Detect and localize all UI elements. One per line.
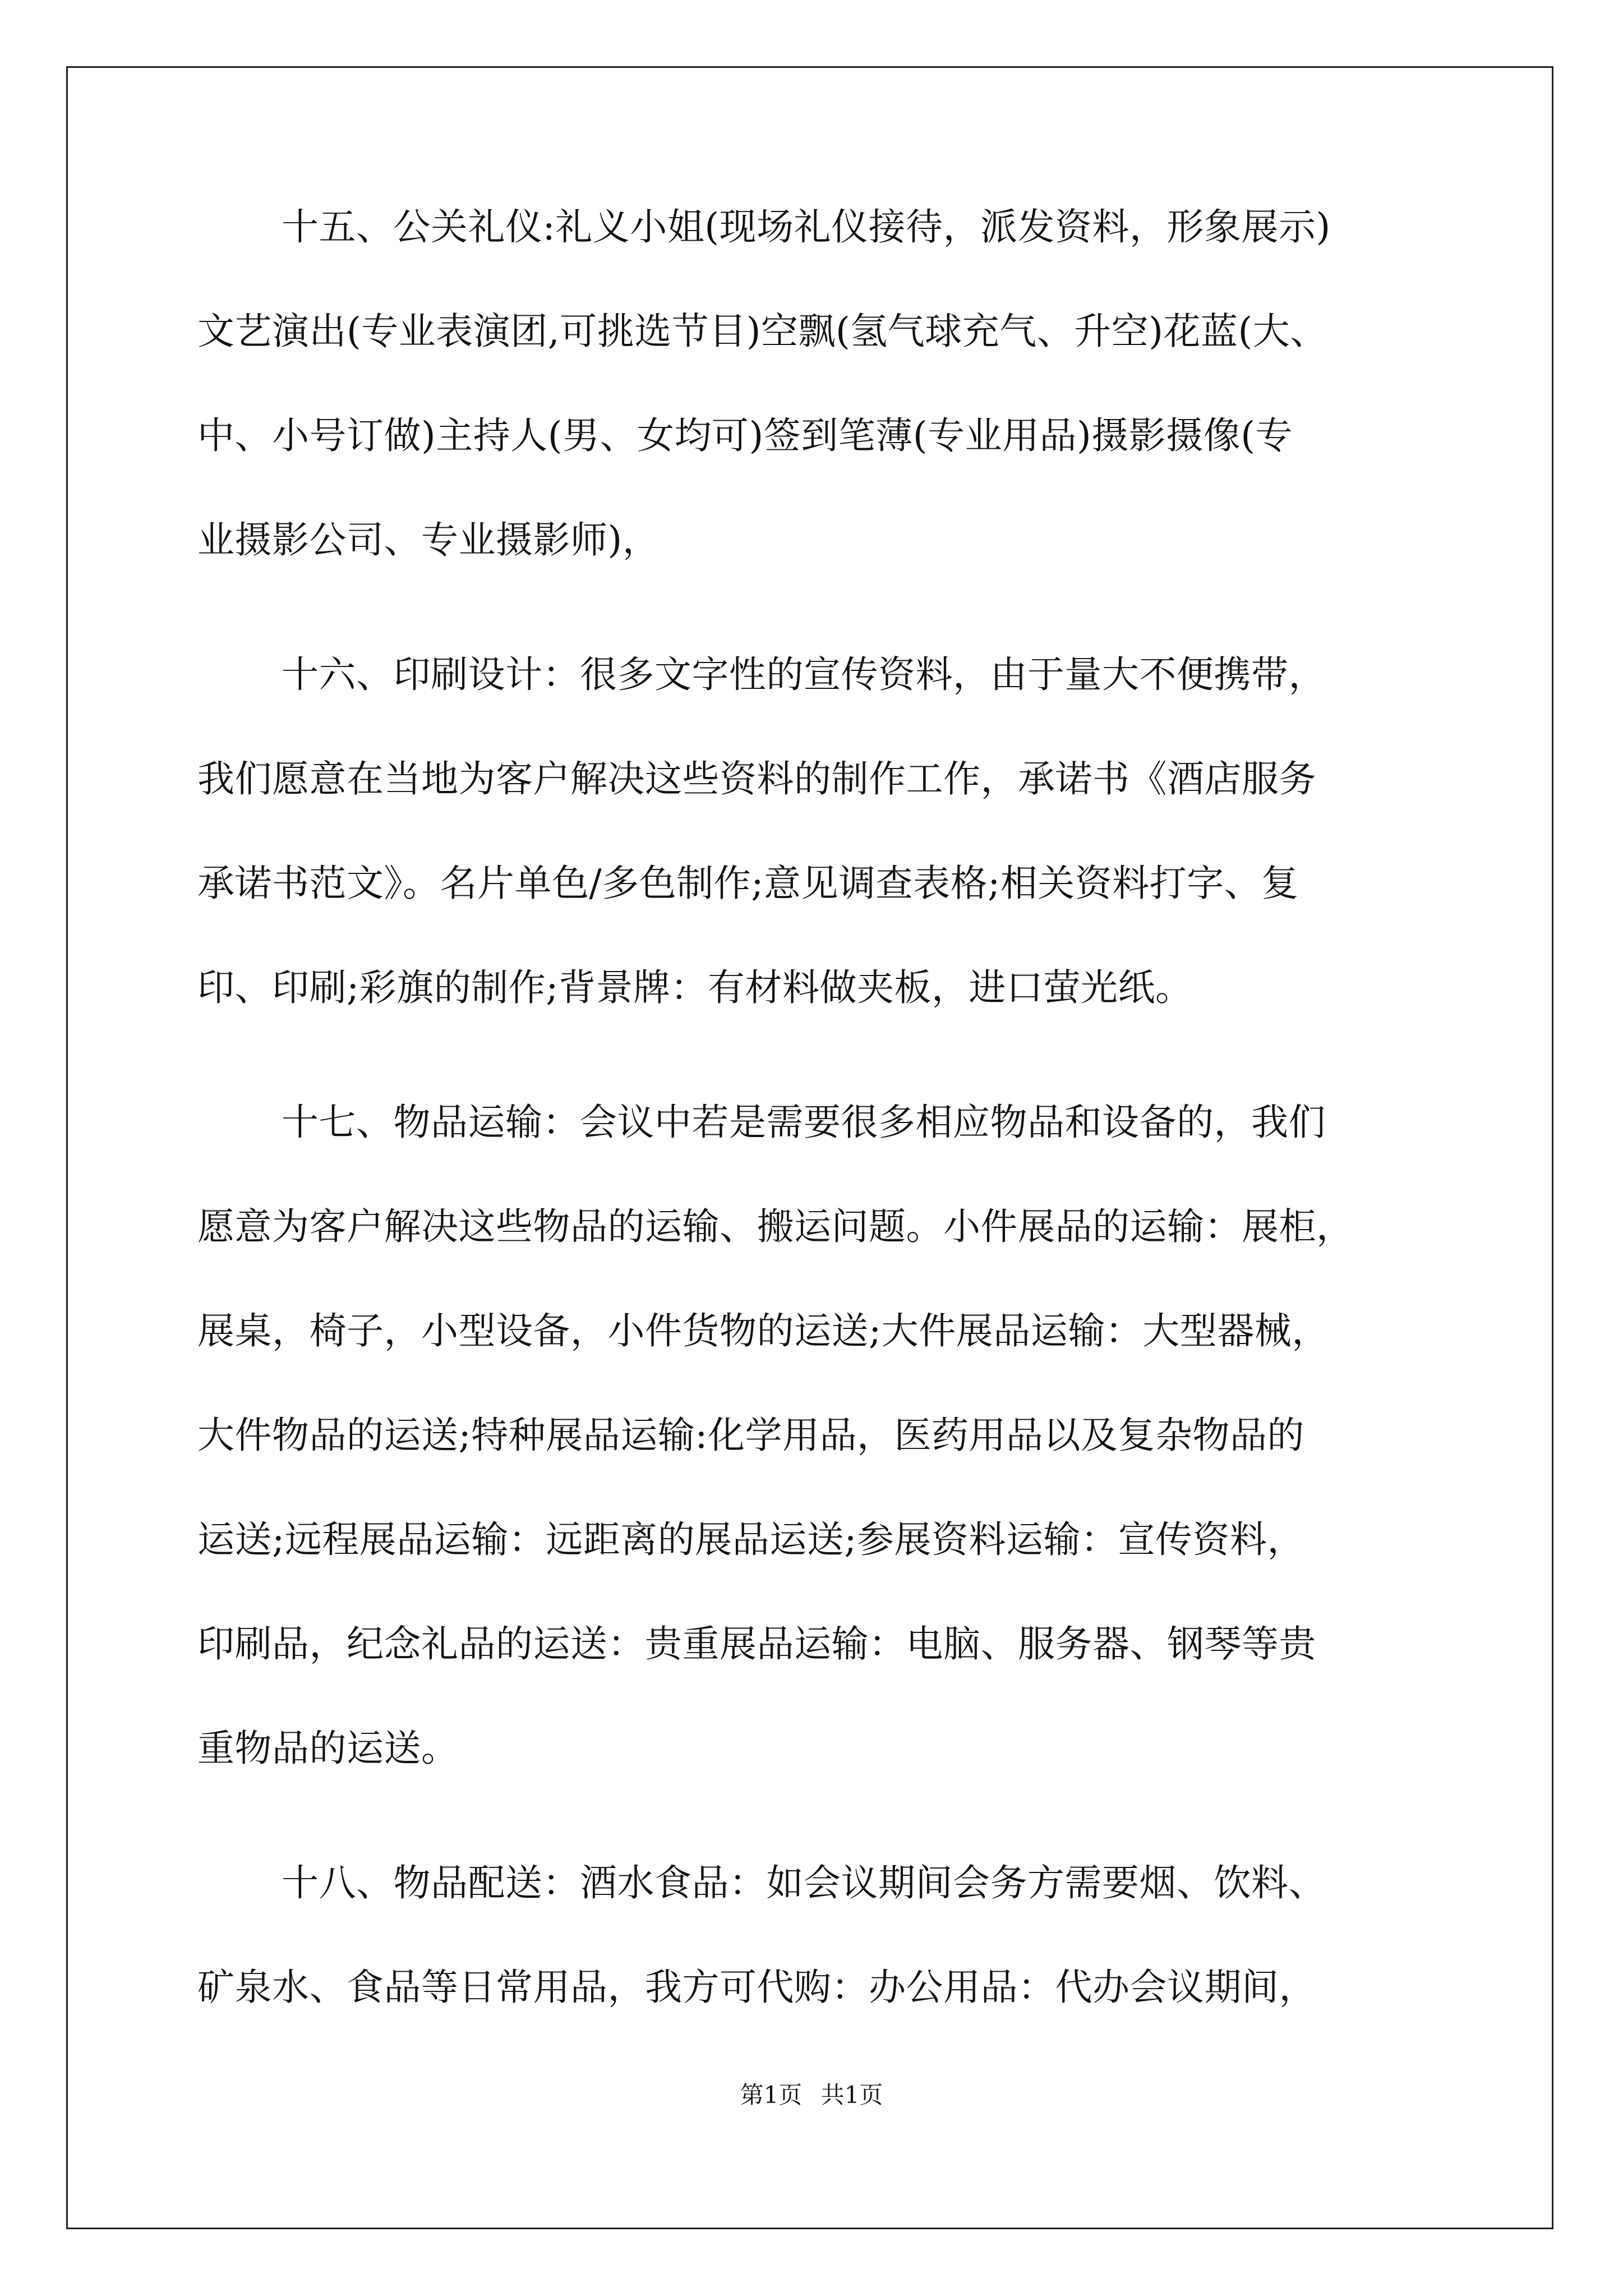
- paragraph-3-line-6: 印刷品，纪念礼品的运送：贵重展品运输：电脑、服务器、钢琴等贵: [197, 1622, 1316, 1665]
- paragraph-3-line-1: 十七、物品运输：会议中若是需要很多相应物品和设备的，我们: [282, 1101, 1326, 1144]
- paragraph-4-line-2: 矿泉水、食品等日常用品，我方可代购：办公用品：代办会议期间，: [197, 1966, 1316, 2009]
- paragraph-3-line-2: 愿意为客户解决这些物品的运输、搬运问题。小件展品的运输：展柜，: [197, 1205, 1354, 1248]
- paragraph-3-line-5: 运送;远程展品运输：远距离的展品运送;参展资料运输：宣传资料，: [197, 1518, 1304, 1561]
- paragraph-1-line-2: 文艺演出(专业表演团,可挑选节目)空飘(氢气球充气、升空)花蓝(大、: [197, 310, 1327, 353]
- paragraph-2-line-2: 我们愿意在当地为客户解决这些资料的制作工作，承诺书《酒店服务: [197, 757, 1316, 800]
- paragraph-1-line-1: 十五、公关礼仪:礼义小姐(现场礼仪接待，派发资料，形象展示): [282, 205, 1331, 249]
- paragraph-3-line-3: 展桌，椅子，小型设备，小件货物的运送;大件展品运输：大型器械，: [197, 1309, 1329, 1352]
- page-footer: [0, 2081, 1623, 2109]
- paragraph-4-line-1: 十八、物品配送：酒水食品：如会议期间会务方需要烟、饮料、: [282, 1861, 1326, 1904]
- paragraph-3-line-7: 重物品的运送。: [197, 1727, 459, 1770]
- paragraph-3-line-4: 大件物品的运送;特种展品运输:化学用品，医药用品以及复杂物品的: [197, 1414, 1304, 1457]
- paragraph-2-line-1: 十六、印刷设计：很多文字性的宣传资料，由于量大不便携带，: [282, 653, 1326, 696]
- document-body: [197, 205, 1431, 2072]
- page-number-total: 共1页: [820, 2081, 883, 2109]
- paragraph-1-line-4: 业摄影公司、专业摄影师)，: [197, 518, 660, 562]
- paragraph-2-line-3: 承诺书范文》。名片单色/多色制作;意见调查表格;相关资料打字、复: [197, 862, 1299, 905]
- paragraph-2-line-4: 印、印刷;彩旗的制作;背景牌：有材料做夹板，进口萤光纸。: [197, 966, 1193, 1009]
- paragraph-1-line-3: 中、小号订做)主持人(男、女均可)签到笔薄(专业用品)摄影摄像(专: [197, 414, 1293, 457]
- page-number-current: 第1页: [740, 2081, 803, 2109]
